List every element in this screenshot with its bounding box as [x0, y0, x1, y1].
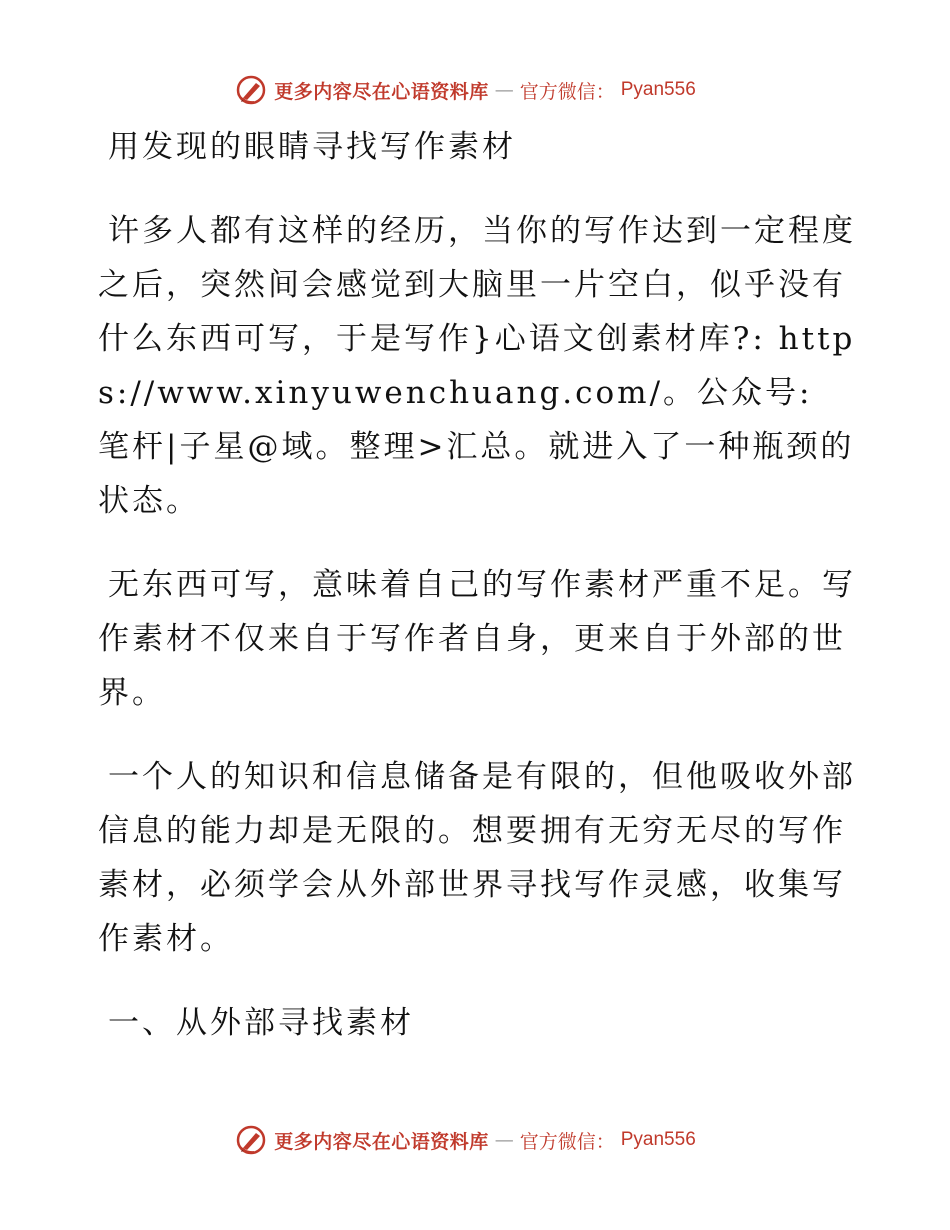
banner-contact-label: 官方微信：: [519, 1130, 615, 1153]
paragraph-1: 许多人都有这样的经历，当你的写作达到一定程度之后，突然间会感觉到大脑里一片空白，似乎没有什么东西可写，于是写作}心语文创素材库?: https://www.xinyuwenchuang.com/。公众号: 笔杆|子星@域。整理>汇总。就进入了一种瓶颈的状态。: [98, 213, 856, 519]
banner-separator: —: [494, 79, 514, 101]
banner-contact-label: 官方微信：: [519, 80, 615, 103]
document-title: 用发现的眼睛寻找写作素材: [108, 129, 516, 165]
document-body: [98, 120, 858, 1050]
paragraph-2: 无东西可写，意味着自己的写作素材严重不足。写作素材不仅来自于写作者自身，更来自于外部的世界。: [98, 567, 856, 711]
banner-brand-text: 更多内容尽在心语资料库: [274, 1130, 489, 1153]
banner-content: [234, 73, 696, 107]
footer-banner: [0, 1120, 950, 1160]
pen-logo-icon: [234, 73, 268, 107]
section-heading: 一、从外部寻找素材: [108, 1005, 414, 1041]
banner-contact-id: Pyan556: [620, 1129, 696, 1150]
banner-separator: —: [494, 1129, 514, 1151]
banner-contact-id: Pyan556: [620, 79, 696, 100]
paragraph-3: 一个人的知识和信息储备是有限的，但他吸收外部信息的能力却是无限的。想要拥有无穷无尽的写作素材，必须学会从外部世界寻找写作灵感，收集写作素材。: [98, 759, 856, 957]
pen-logo-icon: [234, 1123, 268, 1157]
banner-brand-text: 更多内容尽在心语资料库: [274, 80, 489, 103]
header-banner: [0, 70, 950, 110]
banner-content: [234, 1123, 696, 1157]
